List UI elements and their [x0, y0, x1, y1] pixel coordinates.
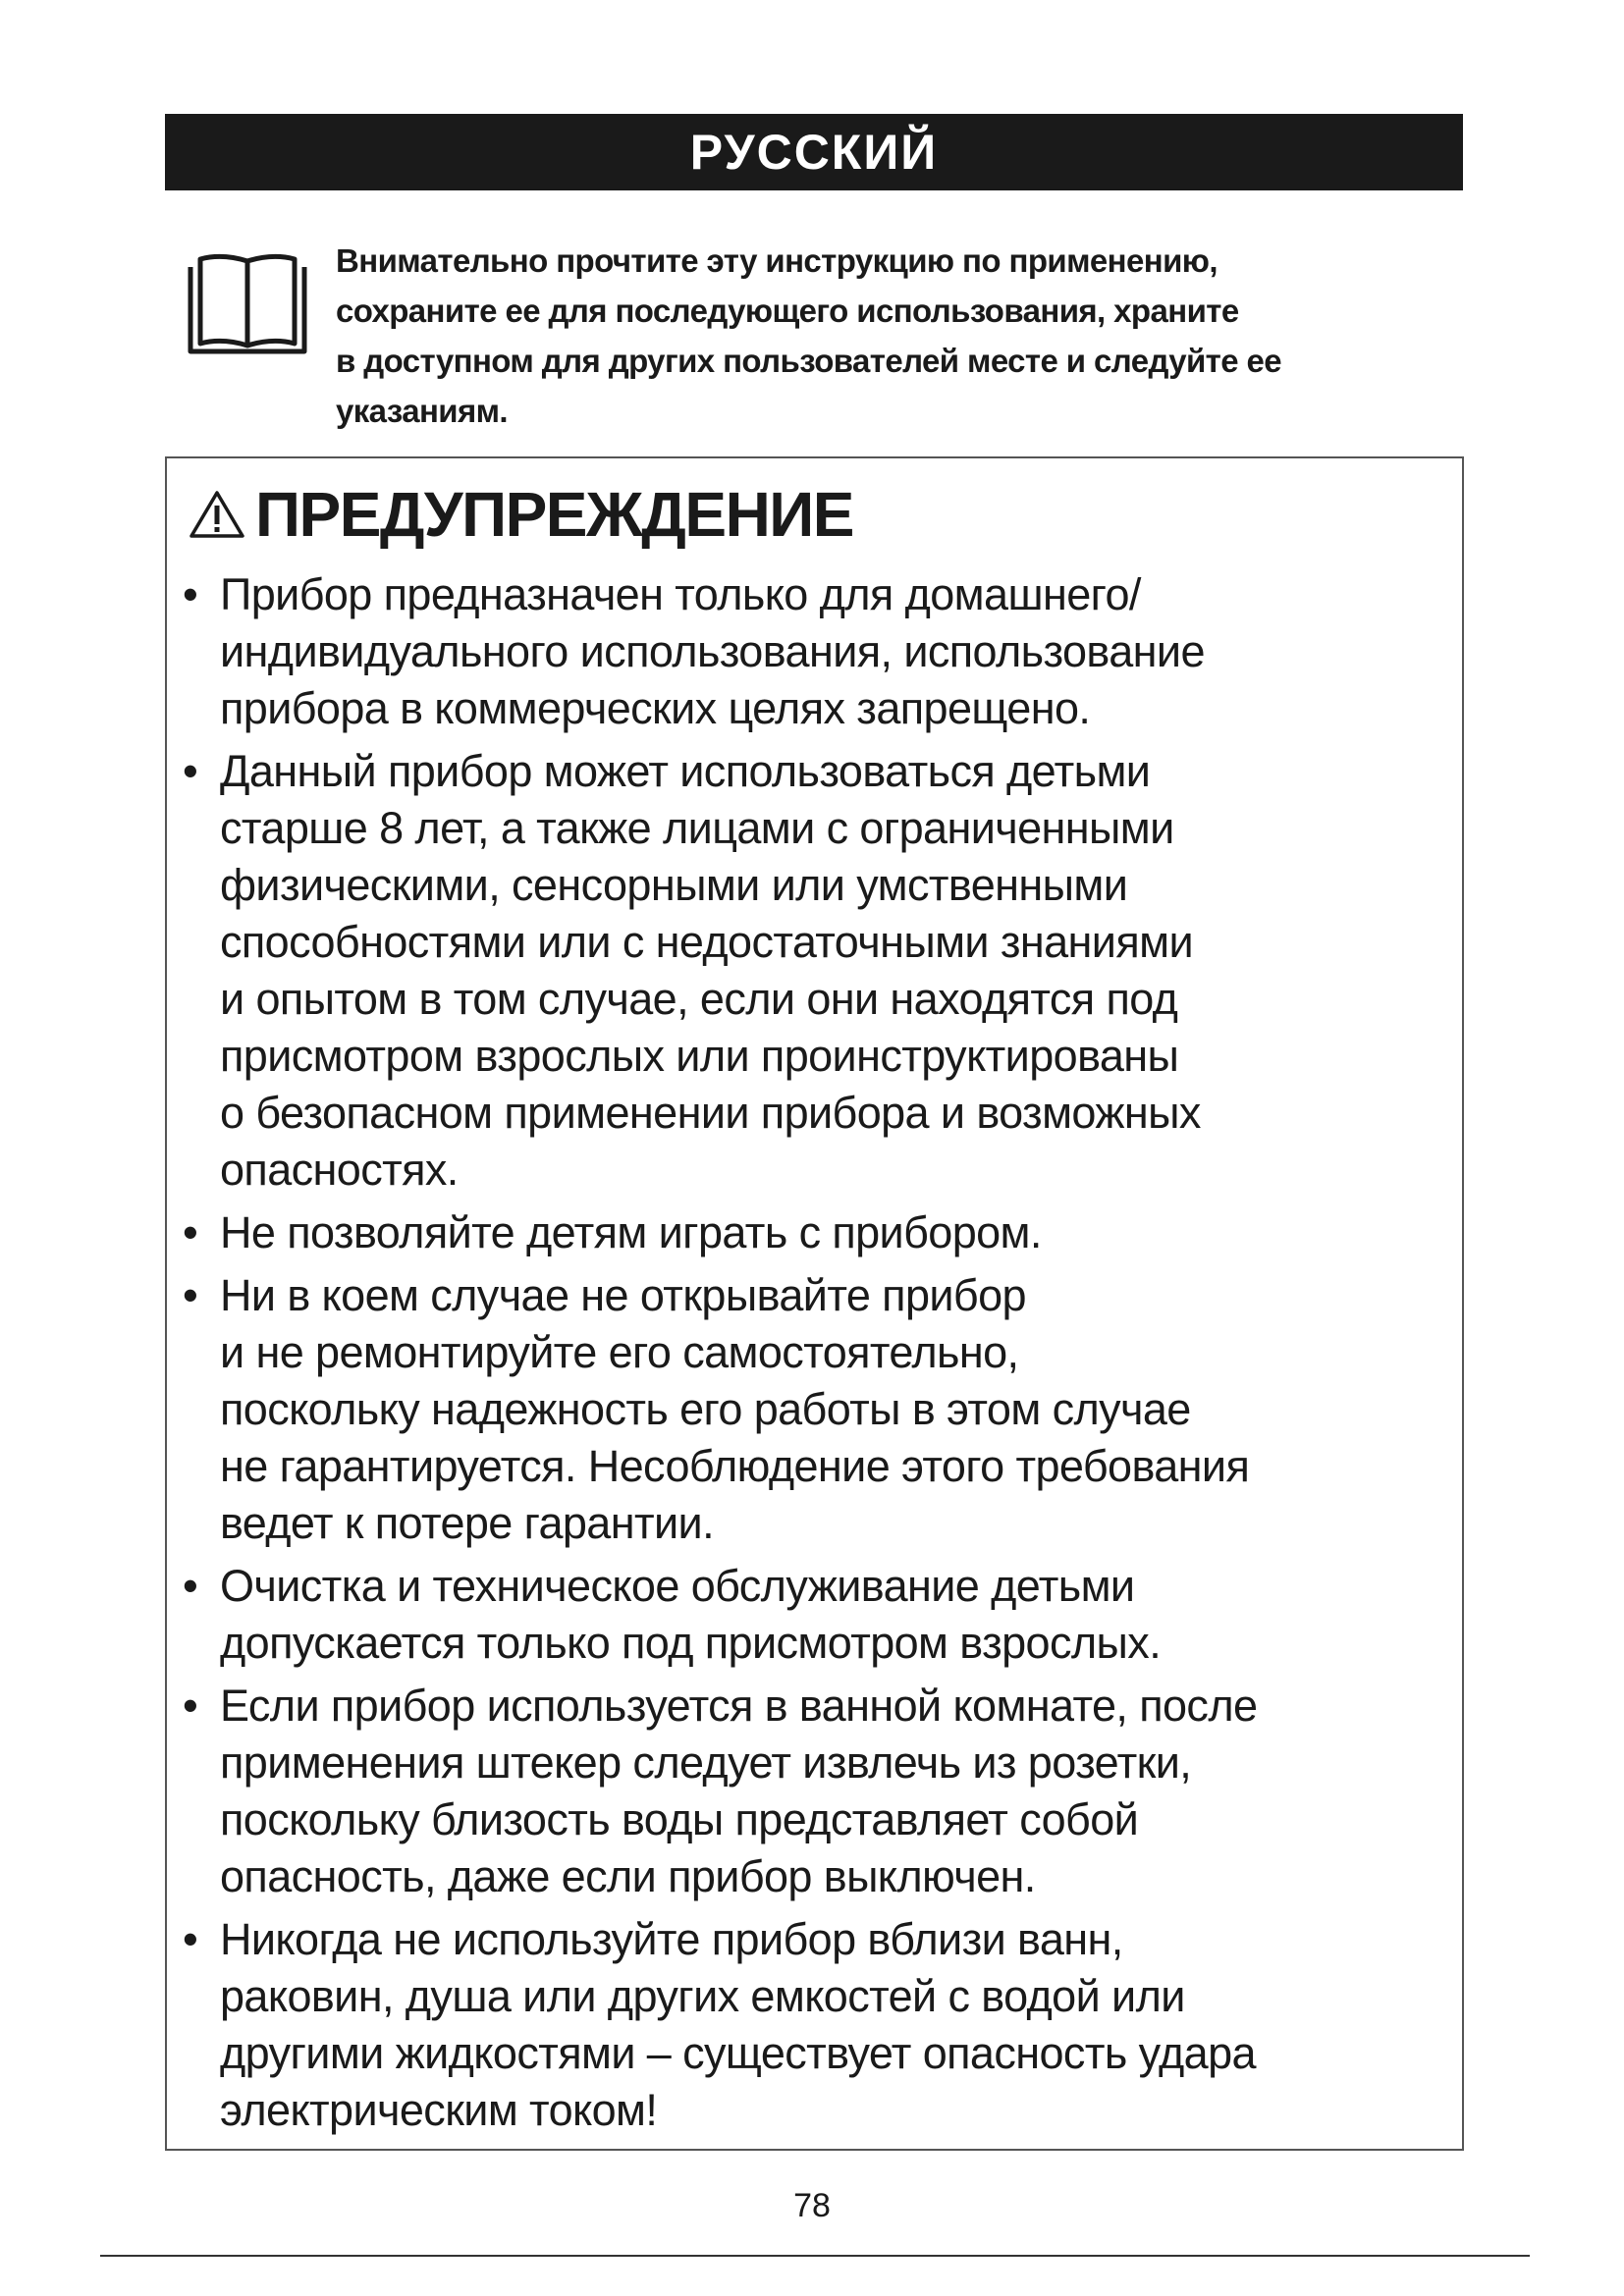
- warning-triangle-icon: [189, 489, 245, 540]
- bullet-icon: •: [183, 1914, 198, 1964]
- warning-item-line: старше 8 лет, а также лицами с ограниченными: [220, 803, 1174, 853]
- warning-item: [181, 1678, 1457, 1905]
- bullet-icon: •: [183, 1207, 198, 1257]
- warning-heading: [189, 478, 853, 551]
- warning-item: [181, 566, 1457, 737]
- warning-item-line: прибора в коммерческих целях запрещено.: [220, 683, 1091, 733]
- intro-line: в доступном для других пользователей месте и следуйте ее: [336, 343, 1282, 379]
- warning-item-line: Прибор предназначен только для домашнего/: [220, 569, 1141, 619]
- warning-title: ПРЕДУПРЕЖДЕНИЕ: [255, 479, 853, 550]
- warning-item: [181, 1204, 1457, 1261]
- bullet-icon: •: [183, 1561, 198, 1611]
- warning-item-line: и опытом в том случае, если они находятся под: [220, 974, 1178, 1024]
- warning-item-line: присмотром взрослых или проинструктированы: [220, 1031, 1179, 1081]
- warning-item: [181, 1558, 1457, 1672]
- warning-item-line: электрическим током!: [220, 2085, 658, 2135]
- warning-item-line: допускается только под присмотром взрослых.: [220, 1618, 1162, 1668]
- warning-item-line: поскольку близость воды представляет собой: [220, 1794, 1139, 1844]
- warning-item: [181, 743, 1457, 1199]
- bullet-icon: •: [183, 569, 198, 619]
- bullet-icon: •: [183, 746, 198, 796]
- warning-item: [181, 1267, 1457, 1552]
- warning-item: [181, 1911, 1457, 2139]
- warning-item-line: физическими, сенсорными или умственными: [220, 860, 1128, 910]
- footer-divider: [100, 2255, 1530, 2257]
- warning-item-line: индивидуального использования, использование: [220, 626, 1205, 676]
- warning-box: [165, 456, 1464, 2151]
- warning-item-line: Данный прибор может использоваться детьми: [220, 746, 1151, 796]
- warning-item-line: способностями или с недостаточными знаниями: [220, 917, 1193, 967]
- warning-item-line: раковин, душа или других емкостей с водой или: [220, 1971, 1185, 2021]
- warning-item-line: Никогда не используйте прибор вблизи ванн,: [220, 1914, 1123, 1964]
- warning-item-line: опасность, даже если прибор выключен.: [220, 1851, 1036, 1901]
- intro-line: Внимательно прочтите эту инструкцию по применению,: [336, 242, 1218, 279]
- intro-line: указаниям.: [336, 393, 509, 429]
- warning-item-line: Очистка и техническое обслуживание детьми: [220, 1561, 1135, 1611]
- page-number: 78: [793, 2187, 831, 2224]
- warning-item-line: другими жидкостями – существует опасность удара: [220, 2028, 1256, 2078]
- warning-item-line: Ни в коем случае не открывайте прибор: [220, 1270, 1026, 1320]
- intro-line: сохраните ее для последующего использования, храните: [336, 293, 1239, 329]
- bullet-icon: •: [183, 1681, 198, 1731]
- warning-item-line: применения штекер следует извлечь из розетки,: [220, 1737, 1192, 1788]
- intro-text: [336, 236, 1435, 436]
- warning-item-line: и не ремонтируйте его самостоятельно,: [220, 1327, 1019, 1377]
- warning-item-line: Если прибор используется в ванной комнате, после: [220, 1681, 1258, 1731]
- warning-item-line: опасностях.: [220, 1145, 459, 1195]
- language-label: РУССКИЙ: [689, 125, 939, 180]
- warning-item-line: ведет к потере гарантии.: [220, 1498, 714, 1548]
- open-book-icon: [183, 253, 312, 359]
- warning-item-line: поскольку надежность его работы в этом случае: [220, 1384, 1191, 1434]
- warning-item-line: о безопасном применении прибора и возможных: [220, 1088, 1201, 1138]
- warning-list: [181, 566, 1457, 2145]
- warning-item-line: Не позволяйте детям играть с прибором.: [220, 1207, 1042, 1257]
- language-header: [165, 114, 1463, 190]
- bullet-icon: •: [183, 1270, 198, 1320]
- warning-item-line: не гарантируется. Несоблюдение этого требования: [220, 1441, 1250, 1491]
